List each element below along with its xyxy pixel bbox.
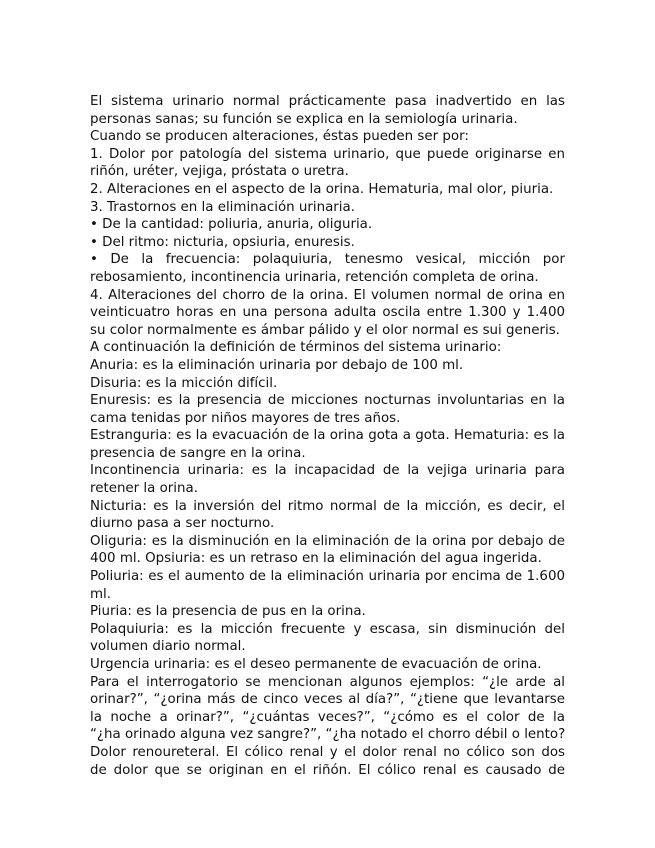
text-line: 400 ml. Opsiuria: es un retraso en la eliminación del agua ingerida. — [90, 551, 542, 567]
text-line: riñón, uréter, vejiga, próstata o uretra. — [90, 164, 349, 180]
document-page — [90, 93, 565, 779]
text-line: la noche a orinar?”, “¿cuántas veces?”, “¿cómo es el color de la — [90, 709, 565, 725]
text-line: 1. Dolor por patología del sistema urinario, que puede originarse en — [90, 146, 565, 162]
text-line: A continuación la definición de términos del sistema urinario: — [90, 340, 502, 356]
text-line: ml. — [90, 586, 112, 602]
text-line: veinticuatro horas en una persona adulta oscila entre 1.300 y 1.400 — [90, 305, 565, 321]
text-line: Poliuria: es el aumento de la eliminación urinaria por encima de 1.600 — [90, 569, 565, 585]
text-line: Estranguria: es la evacuación de la orina gota a gota. Hematuria: es la — [90, 428, 565, 444]
text-line: “¿ha orinado alguna vez sangre?”, “¿ha notado el chorro débil o lento? — [90, 727, 565, 743]
text-line: • Del ritmo: nicturia, opsiuria, enuresis. — [90, 234, 355, 250]
text-line: Disuria: es la micción difícil. — [90, 375, 278, 391]
text-line: El sistema urinario normal prácticamente pasa inadvertido en las — [90, 94, 565, 109]
text-line: Anuria: es la eliminación urinaria por debajo de 100 ml. — [90, 357, 464, 373]
text-line: Polaquiuria: es la micción frecuente y escasa, sin disminución del — [90, 621, 565, 637]
text-line: rebosamiento, incontinencia urinaria, retención completa de orina. — [90, 269, 539, 285]
text-line: retener la orina. — [90, 481, 198, 497]
text-line: volumen diario normal. — [90, 639, 246, 655]
text-line: personas sanas; su función se explica en la semiología urinaria. — [90, 111, 518, 127]
text-line: Piuria: es la presencia de pus en la orina. — [90, 604, 366, 620]
text-line: presencia de sangre en la orina. — [90, 445, 306, 461]
text-line: Enuresis: es la presencia de micciones nocturnas involuntarias en la — [90, 393, 565, 409]
text-line: Dolor renoureteral. El cólico renal y el dolor renal no cólico son dos — [90, 744, 565, 760]
text-line: orinar?”, “¿orina más de cinco veces al día?”, “¿tiene que levantarse — [90, 692, 565, 708]
text-line: de dolor que se originan en el riñón. El cólico renal es causado de — [90, 762, 565, 778]
text-line: Oliguria: es la disminución en la eliminación de la orina por debajo de — [90, 533, 565, 549]
text-line: Urgencia urinaria: es el deseo permanente de evacuación de orina. — [90, 657, 542, 672]
text-line: 3. Trastornos en la eliminación urinaria. — [90, 199, 355, 215]
text-line: cama tenidas por niños mayores de tres años. — [90, 410, 401, 426]
text-line: 2. Alteraciones en el aspecto de la orina. Hematuria, mal olor, piuria. — [90, 181, 554, 197]
text-line: diurno pasa a ser nocturno. — [90, 516, 275, 532]
text-line: Cuando se producen alteraciones, éstas pueden ser por: — [90, 129, 469, 145]
text-line: Para el interrogatorio se mencionan algunos ejemplos: “¿le arde al — [90, 674, 565, 690]
text-line: • De la frecuencia: polaquiuria, tenesmo vesical, micción por — [90, 252, 565, 268]
text-line: • De la cantidad: poliuria, anuria, oliguria. — [90, 217, 373, 233]
text-line: su color normalmente es ámbar pálido y el olor normal es sui generis. — [90, 322, 560, 338]
text-line: Incontinencia urinaria: es la incapacidad de la vejiga urinaria para — [90, 463, 565, 479]
text-line: Nicturia: es la inversión del ritmo normal de la micción, es decir, el — [90, 498, 565, 514]
text-line: 4. Alteraciones del chorro de la orina. El volumen normal de orina en — [90, 287, 565, 303]
